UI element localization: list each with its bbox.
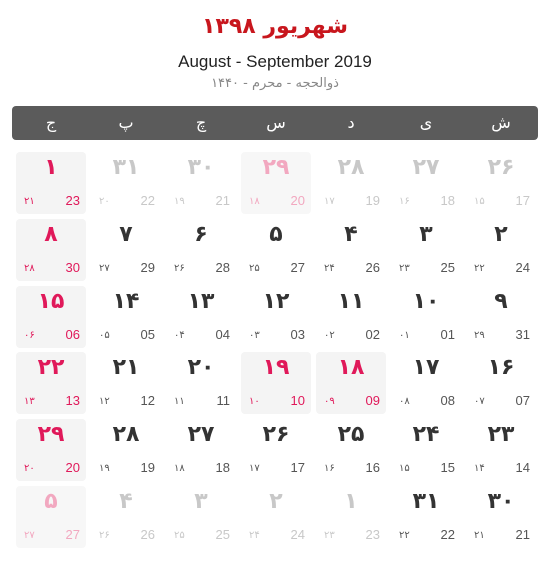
persian-day-number: ۲۹ — [262, 155, 290, 180]
day-cell[interactable] — [16, 419, 86, 481]
hijri-day-number: ۲۱ — [474, 530, 485, 541]
gregorian-day-number: 04 — [215, 327, 230, 342]
gregorian-day-number: 26 — [365, 260, 380, 275]
persian-day-number: ۸ — [44, 222, 58, 247]
day-cell[interactable] — [241, 219, 311, 281]
day-cell[interactable] — [466, 419, 536, 481]
gregorian-day-number: 08 — [440, 393, 455, 408]
hijri-day-number: ۱۶ — [324, 463, 335, 474]
hijri-day-number: ۰۹ — [324, 396, 335, 407]
persian-day-number: ۲۷ — [187, 422, 215, 447]
day-cell[interactable] — [316, 419, 386, 481]
day-cell[interactable] — [241, 152, 311, 214]
hijri-day-number: ۲۲ — [399, 530, 410, 541]
hijri-day-number: ۲۶ — [99, 530, 110, 541]
day-cell[interactable] — [316, 486, 386, 548]
hijri-day-number: ۲۳ — [399, 263, 410, 274]
persian-day-number: ۷ — [119, 222, 133, 247]
hijri-day-number: ۰۱ — [399, 330, 410, 341]
hijri-range: ذوالحجه - محرم - ۱۴۴۰ — [211, 76, 339, 91]
hijri-day-number: ۲۷ — [24, 530, 35, 541]
day-cell[interactable] — [16, 352, 86, 414]
day-cell[interactable] — [466, 352, 536, 414]
hijri-day-number: ۱۷ — [249, 463, 260, 474]
persian-day-number: ۲۴ — [412, 422, 440, 447]
hijri-day-number: ۲۷ — [99, 263, 110, 274]
hijri-day-number: ۲۵ — [174, 530, 185, 541]
hijri-day-number: ۱۲ — [99, 396, 110, 407]
hijri-day-number: ۱۵ — [399, 463, 410, 474]
hijri-day-number: ۲۰ — [24, 463, 35, 474]
hijri-day-number: ۱۱ — [174, 396, 185, 407]
gregorian-day-number: 22 — [440, 527, 455, 542]
persian-day-number: ۴ — [119, 489, 133, 514]
day-cell[interactable] — [16, 219, 86, 281]
persian-day-number: ۵ — [44, 489, 58, 514]
day-cell[interactable] — [391, 486, 461, 548]
day-cell[interactable] — [466, 486, 536, 548]
hijri-day-number: ۱۳ — [24, 396, 35, 407]
persian-day-number: ۱۲ — [262, 289, 290, 314]
persian-day-number: ۲۵ — [337, 422, 365, 447]
hijri-day-number: ۲۴ — [249, 530, 260, 541]
persian-day-number: ۱۶ — [487, 355, 515, 380]
persian-day-number: ۲۶ — [262, 422, 290, 447]
gregorian-day-number: 01 — [440, 327, 455, 342]
persian-day-number: ۱۹ — [262, 355, 290, 380]
gregorian-day-number: 23 — [65, 193, 80, 208]
hijri-day-number: ۰۸ — [399, 396, 410, 407]
day-cell[interactable] — [166, 486, 236, 548]
persian-day-number: ۱۸ — [337, 355, 365, 380]
persian-day-number: ۱۱ — [337, 289, 365, 314]
day-cell[interactable] — [391, 152, 461, 214]
hijri-day-number: ۲۱ — [24, 196, 35, 207]
hijri-day-number: ۰۳ — [249, 330, 260, 341]
persian-day-number: ۴ — [344, 222, 358, 247]
hijri-day-number: ۲۲ — [474, 263, 485, 274]
gregorian-day-number: 05 — [140, 327, 155, 342]
day-cell[interactable] — [316, 286, 386, 348]
gregorian-day-number: 21 — [515, 527, 530, 542]
gregorian-day-number: 17 — [290, 460, 305, 475]
day-cell[interactable] — [16, 286, 86, 348]
gregorian-day-number: 19 — [365, 193, 380, 208]
hijri-day-number: ۱۸ — [249, 196, 260, 207]
day-cell[interactable] — [166, 152, 236, 214]
gregorian-day-number: 30 — [65, 260, 80, 275]
hijri-day-number: ۲۴ — [324, 263, 335, 274]
gregorian-day-number: 10 — [290, 393, 305, 408]
gregorian-day-number: 24 — [290, 527, 305, 542]
weekday-tuesday: س — [266, 113, 286, 132]
gregorian-day-number: 06 — [65, 327, 80, 342]
day-cell[interactable] — [316, 352, 386, 414]
hijri-day-number: ۱۷ — [324, 196, 335, 207]
day-cell[interactable] — [166, 352, 236, 414]
day-cell[interactable] — [391, 352, 461, 414]
gregorian-day-number: 20 — [290, 193, 305, 208]
gregorian-day-number: 24 — [515, 260, 530, 275]
persian-day-number: ۱۵ — [37, 289, 65, 314]
gregorian-day-number: 03 — [290, 327, 305, 342]
hijri-day-number: ۰۲ — [324, 330, 335, 341]
persian-day-number: ۲ — [494, 222, 508, 247]
hijri-day-number: ۱۹ — [174, 196, 185, 207]
persian-day-number: ۳۱ — [412, 489, 440, 514]
hijri-day-number: ۱۰ — [249, 396, 260, 407]
persian-day-number: ۲۱ — [112, 355, 140, 380]
day-cell[interactable] — [91, 352, 161, 414]
gregorian-day-number: 31 — [515, 327, 530, 342]
persian-day-number: ۲۲ — [37, 355, 65, 380]
day-cell[interactable] — [391, 419, 461, 481]
persian-day-number: ۱۷ — [412, 355, 440, 380]
persian-day-number: ۶ — [194, 222, 208, 247]
gregorian-range: August - September 2019 — [178, 52, 372, 71]
day-cell[interactable] — [16, 486, 86, 548]
day-cell[interactable] — [466, 286, 536, 348]
gregorian-day-number: 27 — [290, 260, 305, 275]
persian-day-number: ۵ — [269, 222, 283, 247]
day-cell[interactable] — [91, 419, 161, 481]
day-cell[interactable] — [316, 219, 386, 281]
hijri-day-number: ۰۶ — [24, 330, 35, 341]
gregorian-day-number: 23 — [365, 527, 380, 542]
weekday-thursday: پ — [118, 113, 134, 132]
hijri-day-number: ۰۴ — [174, 330, 185, 341]
gregorian-day-number: 02 — [365, 327, 380, 342]
day-cell[interactable] — [241, 486, 311, 548]
persian-day-number: ۲۷ — [412, 155, 440, 180]
day-cell[interactable] — [91, 152, 161, 214]
persian-day-number: ۹ — [494, 289, 508, 314]
gregorian-day-number: 15 — [440, 460, 455, 475]
weekday-saturday: ش — [491, 113, 511, 132]
persian-day-number: ۲۳ — [487, 422, 515, 447]
persian-day-number: ۳ — [419, 222, 433, 247]
gregorian-day-number: 14 — [515, 460, 530, 475]
gregorian-day-number: 22 — [140, 193, 155, 208]
gregorian-day-number: 11 — [216, 393, 230, 408]
hijri-day-number: ۱۴ — [474, 463, 485, 474]
day-cell[interactable] — [166, 419, 236, 481]
day-cell[interactable] — [391, 219, 461, 281]
day-cell[interactable] — [91, 286, 161, 348]
hijri-day-number: ۱۸ — [174, 463, 185, 474]
persian-day-number: ۳ — [194, 489, 208, 514]
persian-day-number: ۳۰ — [187, 155, 215, 180]
day-cell[interactable] — [466, 152, 536, 214]
gregorian-day-number: 25 — [215, 527, 230, 542]
persian-day-number: ۳۱ — [112, 155, 140, 180]
hijri-day-number: ۲۵ — [249, 263, 260, 274]
day-cell[interactable] — [91, 219, 161, 281]
gregorian-day-number: 21 — [215, 193, 230, 208]
hijri-day-number: ۲۶ — [174, 263, 185, 274]
persian-day-number: ۱۰ — [412, 289, 440, 314]
gregorian-day-number: 27 — [65, 527, 80, 542]
day-cell[interactable] — [166, 286, 236, 348]
hijri-day-number: ۱۶ — [399, 196, 410, 207]
gregorian-day-number: 17 — [515, 193, 530, 208]
persian-day-number: ۱ — [44, 155, 58, 180]
hijri-day-number: ۱۵ — [474, 196, 485, 207]
persian-day-number: ۲۹ — [37, 422, 65, 447]
gregorian-day-number: 20 — [65, 460, 80, 475]
hijri-day-number: ۰۷ — [474, 396, 485, 407]
weekday-friday: ج — [45, 113, 57, 132]
persian-day-number: ۳۰ — [487, 489, 515, 514]
day-cell[interactable] — [16, 152, 86, 214]
persian-day-number: ۱ — [344, 489, 358, 514]
persian-day-number: ۱۴ — [112, 289, 140, 314]
persian-day-number: ۲۸ — [112, 422, 140, 447]
gregorian-day-number: 29 — [140, 260, 155, 275]
weekday-wednesday: چ — [195, 113, 207, 132]
hijri-day-number: ۲۹ — [474, 330, 485, 341]
gregorian-day-number: 26 — [140, 527, 155, 542]
day-cell[interactable] — [241, 419, 311, 481]
day-cell[interactable] — [316, 152, 386, 214]
day-cell[interactable] — [166, 219, 236, 281]
hijri-day-number: ۰۵ — [99, 330, 110, 341]
gregorian-day-number: 07 — [515, 393, 530, 408]
day-cell[interactable] — [91, 486, 161, 548]
persian-day-number: ۲۶ — [487, 155, 515, 180]
persian-day-number: ۱۳ — [187, 289, 215, 314]
persian-day-number: ۲۸ — [337, 155, 365, 180]
hijri-day-number: ۲۳ — [324, 530, 335, 541]
persian-day-number: ۲۰ — [187, 355, 215, 380]
day-cell[interactable] — [466, 219, 536, 281]
weekday-monday: د — [347, 113, 355, 132]
gregorian-day-number: 12 — [140, 393, 155, 408]
hijri-day-number: ۲۸ — [24, 263, 35, 274]
gregorian-day-number: 09 — [365, 393, 380, 408]
hijri-day-number: ۱۹ — [99, 463, 110, 474]
weekday-sunday: ی — [419, 113, 433, 132]
gregorian-day-number: 19 — [140, 460, 155, 475]
gregorian-day-number: 25 — [440, 260, 455, 275]
day-cell[interactable] — [241, 352, 311, 414]
hijri-day-number: ۲۰ — [99, 196, 110, 207]
persian-day-number: ۲ — [269, 489, 283, 514]
day-cell[interactable] — [391, 286, 461, 348]
gregorian-day-number: 13 — [65, 393, 80, 408]
gregorian-day-number: 28 — [215, 260, 230, 275]
gregorian-day-number: 18 — [440, 193, 455, 208]
day-cell[interactable] — [241, 286, 311, 348]
gregorian-day-number: 16 — [365, 460, 380, 475]
month-title: شهریور ۱۳۹۸ — [202, 14, 348, 39]
gregorian-day-number: 18 — [215, 460, 230, 475]
